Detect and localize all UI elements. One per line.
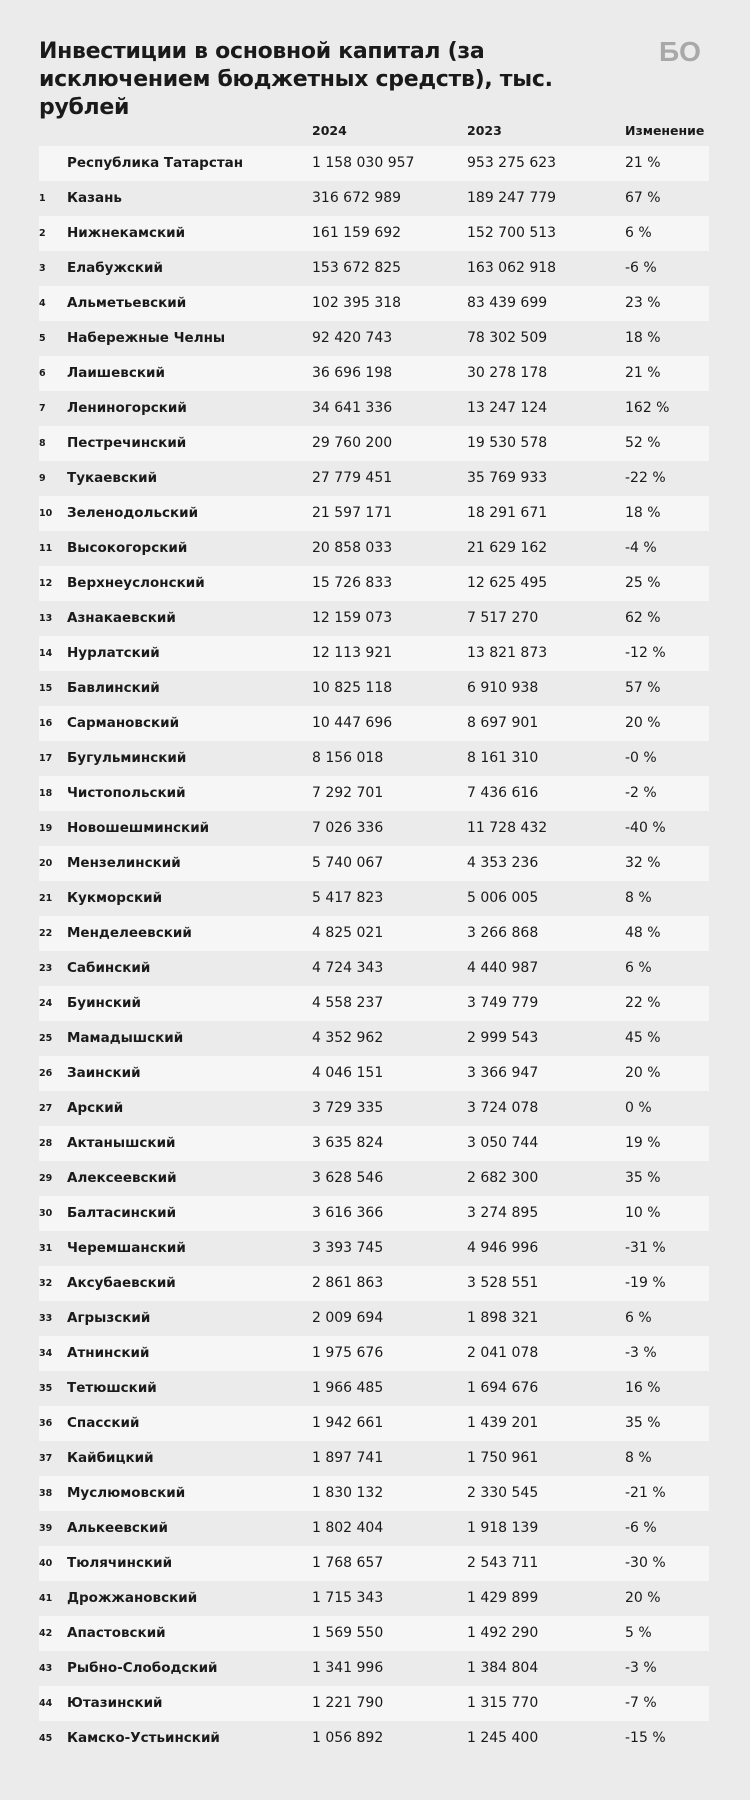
data-table bbox=[39, 146, 709, 1756]
row-number: 25 bbox=[39, 1033, 53, 1044]
cell-2023: 78 302 509 bbox=[467, 330, 548, 346]
cell-2023: 3 050 744 bbox=[467, 1135, 539, 1151]
row-number: 23 bbox=[39, 963, 53, 974]
row-number: 13 bbox=[39, 613, 53, 624]
cell-2024: 161 159 692 bbox=[312, 225, 402, 241]
row-number: 17 bbox=[39, 753, 53, 764]
cell-2024: 92 420 743 bbox=[312, 330, 393, 346]
cell-2023: 83 439 699 bbox=[467, 295, 548, 311]
cell-2024: 4 724 343 bbox=[312, 960, 384, 976]
cell-2024: 4 825 021 bbox=[312, 925, 384, 941]
cell-2023: 1 750 961 bbox=[467, 1450, 539, 1466]
table-row bbox=[39, 1441, 709, 1476]
table-row bbox=[39, 1301, 709, 1336]
cell-change: -15 % bbox=[625, 1730, 666, 1746]
cell-2023: 4 353 236 bbox=[467, 855, 539, 871]
cell-2024: 1 975 676 bbox=[312, 1345, 384, 1361]
cell-change: 18 % bbox=[625, 505, 661, 521]
cell-2023: 2 041 078 bbox=[467, 1345, 539, 1361]
cell-change: 62 % bbox=[625, 610, 661, 626]
cell-2024: 1 056 892 bbox=[312, 1730, 384, 1746]
cell-change: 67 % bbox=[625, 190, 661, 206]
row-number: 2 bbox=[39, 228, 46, 239]
table-row bbox=[39, 1476, 709, 1511]
table-row bbox=[39, 251, 709, 286]
row-name: Кукморский bbox=[67, 890, 163, 906]
cell-change: 0 % bbox=[625, 1100, 652, 1116]
cell-2023: 3 266 868 bbox=[467, 925, 539, 941]
table-row bbox=[39, 286, 709, 321]
cell-2024: 1 768 657 bbox=[312, 1555, 384, 1571]
cell-2024: 3 729 335 bbox=[312, 1100, 384, 1116]
table-row bbox=[39, 1651, 709, 1686]
table-row bbox=[39, 636, 709, 671]
cell-2023: 12 625 495 bbox=[467, 575, 548, 591]
table-row bbox=[39, 776, 709, 811]
cell-2023: 3 274 895 bbox=[467, 1205, 539, 1221]
row-name: Балтасинский bbox=[67, 1205, 177, 1221]
row-name: Новошешминский bbox=[67, 820, 210, 836]
cell-change: 35 % bbox=[625, 1415, 661, 1431]
row-number: 31 bbox=[39, 1243, 53, 1254]
cell-2023: 4 440 987 bbox=[467, 960, 539, 976]
row-name: Нижнекамский bbox=[67, 225, 186, 241]
table-row bbox=[39, 356, 709, 391]
row-name: Казань bbox=[67, 190, 122, 206]
cell-2024: 102 395 318 bbox=[312, 295, 402, 311]
cell-change: -6 % bbox=[625, 1520, 657, 1536]
cell-change: 8 % bbox=[625, 1450, 652, 1466]
cell-2024: 2 009 694 bbox=[312, 1310, 384, 1326]
table-row bbox=[39, 391, 709, 426]
row-number: 9 bbox=[39, 473, 46, 484]
cell-change: -2 % bbox=[625, 785, 657, 801]
row-name: Рыбно-Слободский bbox=[67, 1660, 218, 1676]
cell-2024: 12 159 073 bbox=[312, 610, 393, 626]
row-name: Елабужский bbox=[67, 260, 163, 276]
table-row bbox=[39, 671, 709, 706]
cell-2024: 8 156 018 bbox=[312, 750, 384, 766]
cell-2023: 5 006 005 bbox=[467, 890, 539, 906]
row-number: 33 bbox=[39, 1313, 53, 1324]
cell-change: -12 % bbox=[625, 645, 666, 661]
row-name: Азнакаевский bbox=[67, 610, 176, 626]
row-number: 35 bbox=[39, 1383, 53, 1394]
cell-2023: 1 492 290 bbox=[467, 1625, 539, 1641]
cell-change: -4 % bbox=[625, 540, 657, 556]
cell-change: 48 % bbox=[625, 925, 661, 941]
row-number: 1 bbox=[39, 193, 46, 204]
cell-2024: 15 726 833 bbox=[312, 575, 393, 591]
row-name: Черемшанский bbox=[67, 1240, 186, 1256]
cell-2024: 1 341 996 bbox=[312, 1660, 384, 1676]
table-row bbox=[39, 1546, 709, 1581]
cell-2023: 18 291 671 bbox=[467, 505, 548, 521]
cell-change: 5 % bbox=[625, 1625, 652, 1641]
row-number: 16 bbox=[39, 718, 53, 729]
cell-2023: 1 429 899 bbox=[467, 1590, 539, 1606]
cell-2023: 2 330 545 bbox=[467, 1485, 539, 1501]
cell-2024: 10 825 118 bbox=[312, 680, 393, 696]
table-row bbox=[39, 706, 709, 741]
cell-change: -22 % bbox=[625, 470, 666, 486]
cell-2023: 35 769 933 bbox=[467, 470, 548, 486]
page-title: Инвестиции в основной капитал (за исключением бюджетных средств), тыс. рублей bbox=[39, 39, 553, 120]
table-row bbox=[39, 566, 709, 601]
table-row bbox=[39, 1021, 709, 1056]
row-name: Лаишевский bbox=[67, 365, 165, 381]
row-number: 14 bbox=[39, 648, 53, 659]
row-name: Высокогорский bbox=[67, 540, 188, 556]
cell-2024: 1 942 661 bbox=[312, 1415, 384, 1431]
row-name: Республика Татарстан bbox=[67, 155, 244, 171]
row-number: 41 bbox=[39, 1593, 53, 1604]
cell-2023: 2 682 300 bbox=[467, 1170, 539, 1186]
cell-2024: 316 672 989 bbox=[312, 190, 402, 206]
row-number: 7 bbox=[39, 403, 46, 414]
row-number: 38 bbox=[39, 1488, 53, 1499]
table-row bbox=[39, 1266, 709, 1301]
cell-2023: 19 530 578 bbox=[467, 435, 548, 451]
cell-change: 21 % bbox=[625, 155, 661, 171]
row-name: Мамадышский bbox=[67, 1030, 184, 1046]
row-number: 3 bbox=[39, 263, 46, 274]
row-name: Агрызский bbox=[67, 1310, 151, 1326]
row-name: Сабинский bbox=[67, 960, 151, 976]
row-number: 11 bbox=[39, 543, 53, 554]
cell-change: 6 % bbox=[625, 225, 652, 241]
row-number: 42 bbox=[39, 1628, 53, 1639]
cell-2024: 3 616 366 bbox=[312, 1205, 384, 1221]
cell-2024: 2 861 863 bbox=[312, 1275, 384, 1291]
cell-change: 10 % bbox=[625, 1205, 661, 1221]
cell-change: 22 % bbox=[625, 995, 661, 1011]
cell-change: 32 % bbox=[625, 855, 661, 871]
table-row bbox=[39, 1056, 709, 1091]
cell-2024: 1 830 132 bbox=[312, 1485, 384, 1501]
cell-change: 35 % bbox=[625, 1170, 661, 1186]
row-number: 8 bbox=[39, 438, 46, 449]
table-row bbox=[39, 181, 709, 216]
row-name: Алексеевский bbox=[67, 1170, 177, 1186]
row-number: 36 bbox=[39, 1418, 53, 1429]
row-name: Альметьевский bbox=[67, 295, 187, 311]
table-row bbox=[39, 986, 709, 1021]
row-name: Кайбицкий bbox=[67, 1450, 154, 1466]
table-row bbox=[39, 1126, 709, 1161]
cell-2024: 20 858 033 bbox=[312, 540, 393, 556]
cell-change: -21 % bbox=[625, 1485, 666, 1501]
cell-change: -3 % bbox=[625, 1345, 657, 1361]
row-name: Заинский bbox=[67, 1065, 141, 1081]
table-row bbox=[39, 741, 709, 776]
cell-2023: 30 278 178 bbox=[467, 365, 548, 381]
table-row bbox=[39, 881, 709, 916]
row-name: Тукаевский bbox=[67, 470, 158, 486]
cell-change: 25 % bbox=[625, 575, 661, 591]
table-row bbox=[39, 1196, 709, 1231]
cell-2023: 8 697 901 bbox=[467, 715, 539, 731]
cell-2023: 7 517 270 bbox=[467, 610, 539, 626]
row-name: Мензелинский bbox=[67, 855, 181, 871]
table-row bbox=[39, 321, 709, 356]
cell-change: 45 % bbox=[625, 1030, 661, 1046]
cell-change: -19 % bbox=[625, 1275, 666, 1291]
row-name: Чистопольский bbox=[67, 785, 186, 801]
row-number: 12 bbox=[39, 578, 53, 589]
row-name: Тюлячинский bbox=[67, 1555, 173, 1571]
row-name: Аксубаевский bbox=[67, 1275, 176, 1291]
cell-2023: 3 749 779 bbox=[467, 995, 539, 1011]
table-row bbox=[39, 1686, 709, 1721]
row-name: Арский bbox=[67, 1100, 124, 1116]
row-name: Тетюшский bbox=[67, 1380, 157, 1396]
row-number: 40 bbox=[39, 1558, 53, 1569]
row-number: 5 bbox=[39, 333, 46, 344]
row-number: 34 bbox=[39, 1348, 53, 1359]
cell-2023: 1 898 321 bbox=[467, 1310, 539, 1326]
table-row bbox=[39, 461, 709, 496]
bo-logo bbox=[659, 36, 713, 68]
cell-2023: 3 724 078 bbox=[467, 1100, 539, 1116]
cell-change: 8 % bbox=[625, 890, 652, 906]
cell-change: 162 % bbox=[625, 400, 670, 416]
table-row bbox=[39, 1336, 709, 1371]
cell-change: 23 % bbox=[625, 295, 661, 311]
row-number: 10 bbox=[39, 508, 53, 519]
row-number: 19 bbox=[39, 823, 53, 834]
cell-change: -31 % bbox=[625, 1240, 666, 1256]
cell-2023: 1 384 804 bbox=[467, 1660, 539, 1676]
table-row-total bbox=[39, 146, 709, 181]
cell-2023: 1 245 400 bbox=[467, 1730, 539, 1746]
row-number: 18 bbox=[39, 788, 53, 799]
row-name: Верхнеуслонский bbox=[67, 575, 205, 591]
table-row bbox=[39, 1581, 709, 1616]
table-row bbox=[39, 951, 709, 986]
cell-2024: 3 393 745 bbox=[312, 1240, 384, 1256]
row-number: 26 bbox=[39, 1068, 53, 1079]
cell-2023: 7 436 616 bbox=[467, 785, 539, 801]
cell-2023: 3 528 551 bbox=[467, 1275, 539, 1291]
table-row bbox=[39, 496, 709, 531]
cell-2024: 1 158 030 957 bbox=[312, 155, 415, 171]
row-number: 37 bbox=[39, 1453, 53, 1464]
cell-2023: 4 946 996 bbox=[467, 1240, 539, 1256]
row-name: Зеленодольский bbox=[67, 505, 199, 521]
table-row bbox=[39, 216, 709, 251]
cell-2024: 27 779 451 bbox=[312, 470, 393, 486]
cell-2024: 3 635 824 bbox=[312, 1135, 384, 1151]
cell-2024: 1 221 790 bbox=[312, 1695, 384, 1711]
cell-change: 57 % bbox=[625, 680, 661, 696]
row-number: 44 bbox=[39, 1698, 53, 1709]
row-number: 39 bbox=[39, 1523, 53, 1534]
cell-2024: 21 597 171 bbox=[312, 505, 393, 521]
cell-2023: 152 700 513 bbox=[467, 225, 557, 241]
table-row bbox=[39, 916, 709, 951]
table-row bbox=[39, 1371, 709, 1406]
row-number: 32 bbox=[39, 1278, 53, 1289]
cell-change: 6 % bbox=[625, 1310, 652, 1326]
cell-2024: 4 352 962 bbox=[312, 1030, 384, 1046]
cell-2024: 1 715 343 bbox=[312, 1590, 384, 1606]
cell-2024: 4 046 151 bbox=[312, 1065, 384, 1081]
table-row bbox=[39, 1511, 709, 1546]
row-number: 29 bbox=[39, 1173, 53, 1184]
cell-2023: 21 629 162 bbox=[467, 540, 548, 556]
row-name: Бугульминский bbox=[67, 750, 187, 766]
cell-2024: 1 966 485 bbox=[312, 1380, 384, 1396]
row-name: Буинский bbox=[67, 995, 141, 1011]
row-name: Алькеевский bbox=[67, 1520, 168, 1536]
cell-change: 18 % bbox=[625, 330, 661, 346]
cell-2024: 10 447 696 bbox=[312, 715, 393, 731]
cell-2024: 34 641 336 bbox=[312, 400, 393, 416]
cell-change: -0 % bbox=[625, 750, 657, 766]
row-name: Атнинский bbox=[67, 1345, 150, 1361]
cell-change: 16 % bbox=[625, 1380, 661, 1396]
cell-change: -7 % bbox=[625, 1695, 657, 1711]
table-row bbox=[39, 846, 709, 881]
row-number: 24 bbox=[39, 998, 53, 1009]
cell-2024: 1 897 741 bbox=[312, 1450, 384, 1466]
row-name: Менделеевский bbox=[67, 925, 192, 941]
cell-2023: 163 062 918 bbox=[467, 260, 557, 276]
table-row bbox=[39, 1231, 709, 1266]
row-name: Лениногорский bbox=[67, 400, 187, 416]
table-row bbox=[39, 1406, 709, 1441]
row-name: Апастовский bbox=[67, 1625, 166, 1641]
cell-change: 6 % bbox=[625, 960, 652, 976]
cell-2023: 13 821 873 bbox=[467, 645, 548, 661]
cell-2023: 6 910 938 bbox=[467, 680, 539, 696]
cell-2023: 8 161 310 bbox=[467, 750, 539, 766]
row-number: 28 bbox=[39, 1138, 53, 1149]
row-name: Актанышский bbox=[67, 1135, 176, 1151]
cell-change: 20 % bbox=[625, 1590, 661, 1606]
row-number: 30 bbox=[39, 1208, 53, 1219]
cell-change: 20 % bbox=[625, 1065, 661, 1081]
cell-2023: 953 275 623 bbox=[467, 155, 557, 171]
cell-2024: 1 569 550 bbox=[312, 1625, 384, 1641]
cell-2024: 5 417 823 bbox=[312, 890, 384, 906]
cell-2023: 1 439 201 bbox=[467, 1415, 539, 1431]
cell-change: -6 % bbox=[625, 260, 657, 276]
row-name: Ютазинский bbox=[67, 1695, 163, 1711]
cell-2023: 11 728 432 bbox=[467, 820, 548, 836]
row-number: 45 bbox=[39, 1733, 53, 1744]
row-number: 20 bbox=[39, 858, 53, 869]
row-number: 22 bbox=[39, 928, 53, 939]
cell-change: -30 % bbox=[625, 1555, 666, 1571]
row-number: 4 bbox=[39, 298, 46, 309]
column-header-2023: 2023 bbox=[467, 123, 502, 138]
cell-2023: 2 999 543 bbox=[467, 1030, 539, 1046]
cell-2024: 29 760 200 bbox=[312, 435, 393, 451]
cell-change: 52 % bbox=[625, 435, 661, 451]
cell-2024: 7 026 336 bbox=[312, 820, 384, 836]
row-number: 21 bbox=[39, 893, 53, 904]
column-header-2024: 2024 bbox=[312, 123, 347, 138]
cell-2024: 12 113 921 bbox=[312, 645, 393, 661]
table-row bbox=[39, 426, 709, 461]
cell-2023: 1 918 139 bbox=[467, 1520, 539, 1536]
row-name: Пестречинский bbox=[67, 435, 187, 451]
cell-2024: 3 628 546 bbox=[312, 1170, 384, 1186]
cell-change: 20 % bbox=[625, 715, 661, 731]
row-name: Спасский bbox=[67, 1415, 140, 1431]
table-row bbox=[39, 601, 709, 636]
cell-change: -3 % bbox=[625, 1660, 657, 1676]
cell-2024: 1 802 404 bbox=[312, 1520, 384, 1536]
cell-change: 19 % bbox=[625, 1135, 661, 1151]
cell-2024: 5 740 067 bbox=[312, 855, 384, 871]
cell-2024: 153 672 825 bbox=[312, 260, 402, 276]
column-header-change: Изменение bbox=[625, 123, 705, 138]
row-number: 27 bbox=[39, 1103, 53, 1114]
table-row bbox=[39, 1616, 709, 1651]
row-number: 43 bbox=[39, 1663, 53, 1674]
table-row bbox=[39, 1161, 709, 1196]
row-name: Бавлинский bbox=[67, 680, 160, 696]
row-number: 15 bbox=[39, 683, 53, 694]
cell-2024: 36 696 198 bbox=[312, 365, 393, 381]
row-name: Муслюмовский bbox=[67, 1485, 186, 1501]
cell-2023: 3 366 947 bbox=[467, 1065, 539, 1081]
row-name: Дрожжановский bbox=[67, 1590, 198, 1606]
row-name: Камско-Устьинский bbox=[67, 1730, 220, 1746]
cell-2023: 189 247 779 bbox=[467, 190, 557, 206]
table-row bbox=[39, 1091, 709, 1126]
cell-2023: 2 543 711 bbox=[467, 1555, 539, 1571]
cell-2023: 1 694 676 bbox=[467, 1380, 539, 1396]
cell-change: -40 % bbox=[625, 820, 666, 836]
cell-change: 21 % bbox=[625, 365, 661, 381]
cell-2024: 7 292 701 bbox=[312, 785, 384, 801]
row-name: Набережные Челны bbox=[67, 330, 226, 346]
row-number: 6 bbox=[39, 368, 46, 379]
row-name: Нурлатский bbox=[67, 645, 160, 661]
cell-2023: 1 315 770 bbox=[467, 1695, 539, 1711]
table-row bbox=[39, 1721, 709, 1756]
cell-2024: 4 558 237 bbox=[312, 995, 384, 1011]
cell-2023: 13 247 124 bbox=[467, 400, 548, 416]
row-name: Сармановский bbox=[67, 715, 180, 731]
logo-text: БО bbox=[659, 36, 701, 67]
table-row bbox=[39, 811, 709, 846]
table-row bbox=[39, 531, 709, 566]
